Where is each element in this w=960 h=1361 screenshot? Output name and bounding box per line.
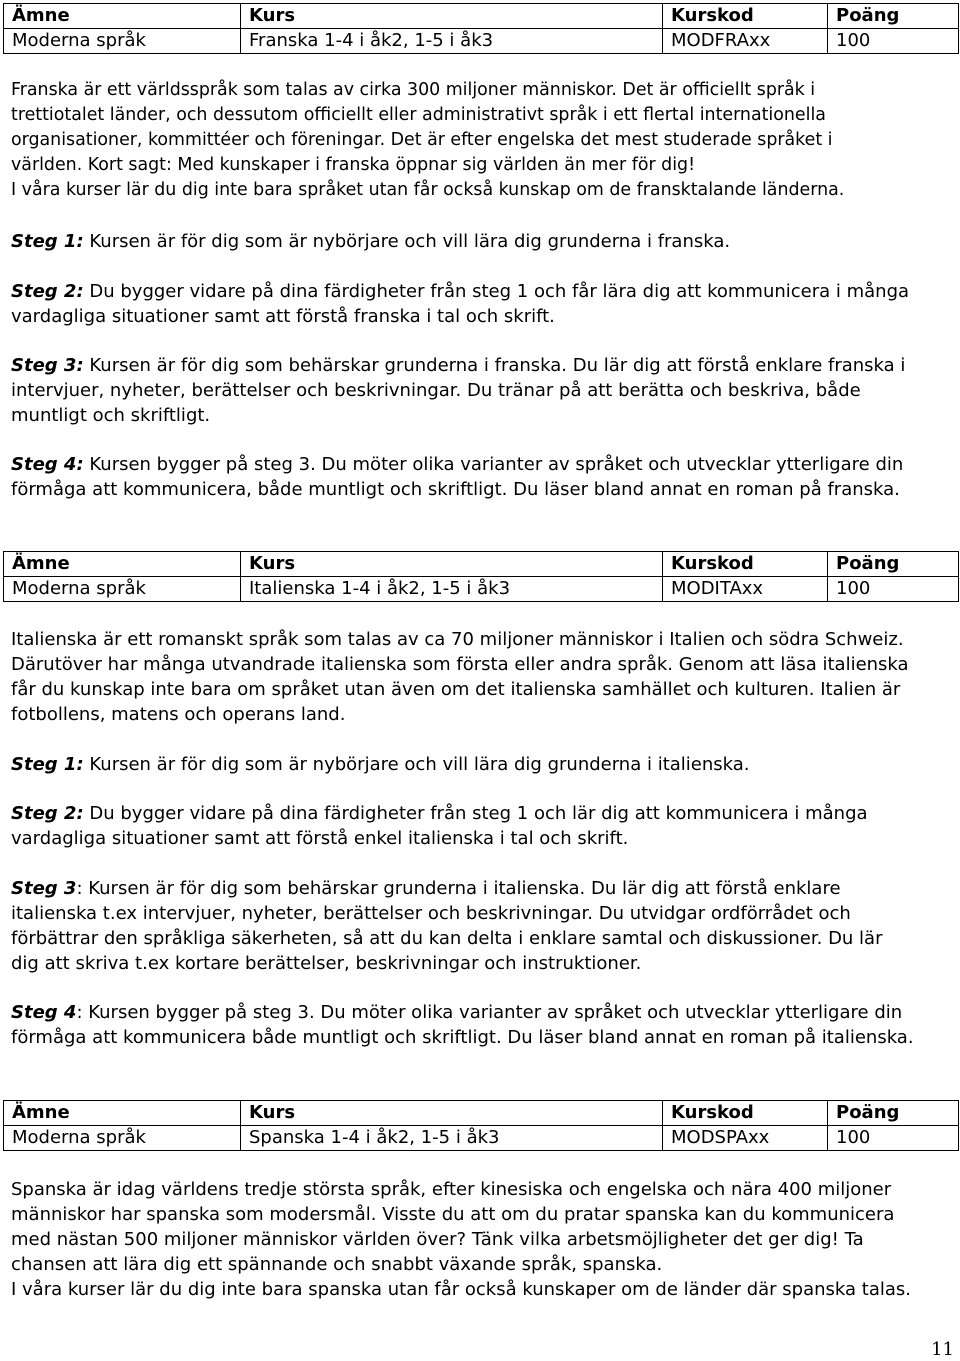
step-label: Steg 4	[11, 1002, 77, 1023]
cell-kurs: Spanska 1-4 i åk2, 1-5 i åk3	[241, 1126, 663, 1151]
course-table-franska	[3, 3, 959, 54]
header-amne: Ämne	[4, 552, 241, 577]
table-header-row	[4, 1101, 959, 1126]
header-kurs: Kurs	[241, 552, 663, 577]
franska-step-3: Steg 3: Kursen är för dig som behärskar grunderna i franska. Du lär dig att förstå enklare franska i intervjuer, nyheter, berättelser och beskrivningar. Du tränar på att berätta och beskriva, både muntligt och skriftligt.	[11, 355, 906, 426]
cell-kurskod: MODSPAxx	[663, 1126, 828, 1151]
table-header-row	[4, 4, 959, 29]
course-table-italienska	[3, 551, 959, 602]
table-row	[4, 577, 959, 602]
cell-kurskod: MODFRAxx	[663, 29, 828, 54]
cell-amne: Moderna språk	[4, 29, 241, 54]
header-kurskod: Kurskod	[663, 4, 828, 29]
step-label: Steg 3:	[11, 355, 84, 376]
franska-intro: Franska är ett världsspråk som talas av cirka 300 miljoner människor. Det är officiellt språk i trettiotalet länder, och dessutom officiellt eller administrativt språk i ett flertal internationella organisationer, kommittéer och föreningar. Det är efter engelska det mest studerade språket i världen. Kort sagt: Med kunskaper i franska öppnar sig världen än mer för dig! I våra kurser lär du dig inte bara språket utan får också kunskap om de fransktalande länderna.	[11, 80, 845, 200]
cell-amne: Moderna språk	[4, 577, 241, 602]
step-label: Steg 1:	[11, 231, 84, 252]
cell-kurs: Italienska 1-4 i åk2, 1-5 i åk3	[241, 577, 663, 602]
header-kurs: Kurs	[241, 1101, 663, 1126]
cell-poang: 100	[828, 577, 959, 602]
cell-kurskod: MODITAxx	[663, 577, 828, 602]
franska-step-4: Steg 4: Kursen bygger på steg 3. Du möter olika varianter av språket och utvecklar ytterligare din förmåga att kommunicera, både muntligt och skriftligt. Du läser bland annat en roman på franska.	[11, 454, 904, 500]
header-poang: Poäng	[828, 552, 959, 577]
italienska-step-4: Steg 4: Kursen bygger på steg 3. Du möter olika varianter av språket och utvecklar ytterligare din förmåga att kommunicera både muntligt och skriftligt. Du läser bland annat en roman på italienska.	[11, 1002, 914, 1048]
header-amne: Ämne	[4, 4, 241, 29]
step-label: Steg 2:	[11, 803, 84, 824]
step-label: Steg 3	[11, 878, 77, 899]
table-header-row	[4, 552, 959, 577]
header-kurskod: Kurskod	[663, 1101, 828, 1126]
table-row	[4, 1126, 959, 1151]
spanska-intro: Spanska är idag världens tredje största språk, efter kinesiska och engelska och nära 400 miljoner människor har spanska som modersmål. Visste du att om du pratar spanska kan du kommunicera med nästan 500 miljoner människor världen över? Tänk vilka arbetsmöjligheter det ger dig! Ta chansen att lära dig ett spännande och snabbt växande språk, spanska. I våra kurser lär du dig inte bara spanska utan får också kunskaper om de länder där spanska talas.	[11, 1179, 911, 1300]
italienska-intro: Italienska är ett romanskt språk som talas av ca 70 miljoner människor i Italien och södra Schweiz. Därutöver har många utvandrade italienska som första eller andra språk. Genom att läsa italienska får du kunskap inte bara om språket utan även om det italienska samhället och kulturen. Italien är fotbollens, matens och operans land.	[11, 629, 909, 725]
header-kurskod: Kurskod	[663, 552, 828, 577]
franska-step-1: Steg 1: Kursen är för dig som är nybörjare och vill lära dig grunderna i franska.	[11, 231, 731, 252]
step-label: Steg 1:	[11, 754, 84, 775]
italienska-step-1: Steg 1: Kursen är för dig som är nybörjare och vill lära dig grunderna i italienska.	[11, 754, 750, 775]
step-label: Steg 4:	[11, 454, 84, 475]
italienska-step-3: Steg 3: Kursen är för dig som behärskar grunderna i italienska. Du lär dig att förstå enklare italienska t.ex intervjuer, nyheter, berättelser och beskrivningar. Du utvidgar ordförrådet och förbättrar den språkliga säkerheten, så att du kan delta i enklare samtal och diskussioner. Du lär dig att skriva t.ex kortare berättelser, beskrivningar och instruktioner.	[11, 878, 883, 974]
cell-poang: 100	[828, 1126, 959, 1151]
header-poang: Poäng	[828, 4, 959, 29]
course-table-spanska	[3, 1100, 959, 1151]
step-label: Steg 2:	[11, 281, 84, 302]
franska-step-2: Steg 2: Du bygger vidare på dina färdigheter från steg 1 och får lära dig att kommunicera i många vardagliga situationer samt att förstå franska i tal och skrift.	[11, 281, 910, 327]
table-row	[4, 29, 959, 54]
page-number: 11	[931, 1339, 954, 1360]
cell-amne: Moderna språk	[4, 1126, 241, 1151]
italienska-step-2: Steg 2: Du bygger vidare på dina färdigheter från steg 1 och lär dig att kommunicera i många vardagliga situationer samt att förstå enkel italienska i tal och skrift.	[11, 803, 868, 849]
header-amne: Ämne	[4, 1101, 241, 1126]
header-poang: Poäng	[828, 1101, 959, 1126]
header-kurs: Kurs	[241, 4, 663, 29]
cell-kurs: Franska 1-4 i åk2, 1-5 i åk3	[241, 29, 663, 54]
cell-poang: 100	[828, 29, 959, 54]
